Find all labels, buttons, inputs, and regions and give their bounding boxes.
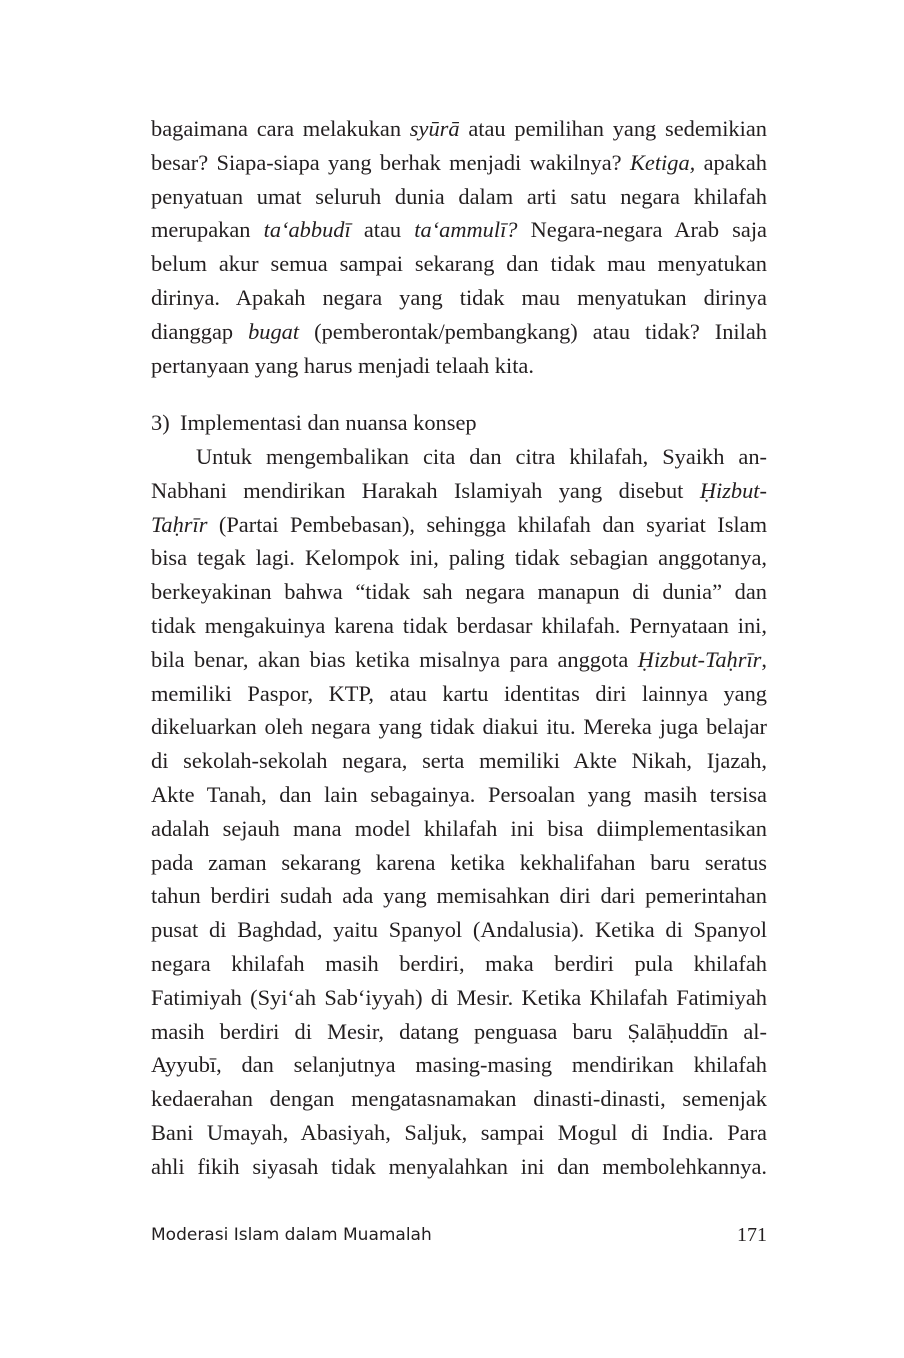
text-segment: tahun berdiri sudah ada yang memisahkan diri dari pemerintahan [151,883,767,909]
text-segment: bila benar, akan bias ketika misalnya para anggota [151,646,638,672]
italic-term: syūrā [409,116,460,141]
text-line [151,846,767,880]
text-line [151,677,767,711]
text-line [151,744,767,778]
text-line [151,474,767,508]
text-segment: di sekolah-sekolah negara, serta memiliki Akte Nikah, Ijazah, [151,748,767,774]
text-line [151,1116,767,1150]
text-line [151,541,767,575]
page-number: 171 [737,1224,767,1246]
text-line [151,112,767,146]
text-line [151,575,767,609]
text-line [151,643,767,677]
text-segment: Untuk mengembalikan cita dan citra khilafah, Syaikh an- [196,444,767,469]
text-line [151,1082,767,1116]
text-line [151,349,767,383]
text-segment: penyatuan umat seluruh dunia dalam arti satu negara khilafah [151,183,767,209]
text-segment: pada zaman sekarang karena ketika kekhalifahan baru seratus [151,849,767,875]
text-segment: dikeluarkan oleh negara yang tidak diakui itu. Mereka juga belajar [151,714,767,740]
text-segment: , [761,646,767,672]
text-segment: dirinya. Apakah negara yang tidak mau menyatukan dirinya [151,284,767,310]
paragraph-top [151,112,767,382]
text-line [151,947,767,981]
text-segment: berkeyakinan bahwa “tidak sah negara manapun di dunia” dan [151,579,767,605]
text-line [151,879,767,913]
text-segment: tidak mengakuinya karena tidak berdasar khilafah. Pernyataan ini, [151,612,767,638]
text-line [151,913,767,947]
text-line [151,247,767,281]
text-segment: Ayyubī, dan selanjutnya masing-masing mendirikan khilafah [151,1052,767,1078]
text-line [151,213,767,247]
section-title: Implementasi dan nuansa konsep [180,410,477,435]
italic-term: ta‘abbudī [263,217,351,243]
text-line [151,1048,767,1082]
text-segment: (pemberontak/pembangkang) atau tidak? Inilah [299,318,768,344]
text-line [151,812,767,846]
text-line [151,146,767,180]
italic-term: Ketiga, [629,149,696,175]
text-segment: bisa tegak lagi. Kelompok ini, paling tidak sebagian anggotanya, [151,545,767,571]
italic-term: ta‘ammulī? [414,217,518,243]
text-line [151,440,767,474]
paragraph-main [151,440,767,1184]
text-line [151,710,767,744]
text-segment: besar? Siapa-siapa yang berhak menjadi wakilnya? [151,149,630,175]
text-line [151,180,767,214]
text-segment: (Partai Pembebasan), sehingga khilafah dan syariat Islam [207,511,767,537]
section-heading-line [151,406,767,440]
text-line [151,281,767,315]
text-line [151,609,767,643]
running-footer-title: Moderasi Islam dalam Muamalah [151,1225,432,1245]
text-segment: apakah [695,149,767,175]
italic-term: Ḥizbut-Taḥrīr [637,646,762,672]
text-segment: Akte Tanah, dan lain sebagainya. Persoalan yang masih tersisa [151,781,767,807]
text-line [151,981,767,1015]
text-line [151,508,767,542]
text-segment: Fatimiyah (Syi‘ah Sab‘iyyah) di Mesir. Ketika Khilafah Fatimiyah [151,984,767,1010]
page-footer [151,1221,767,1249]
italic-term: Ḥizbut- [699,477,767,503]
text-line [151,1015,767,1049]
section-heading [151,406,767,440]
text-segment: Nabhani mendirikan Harakah Islamiyah yang disebut [151,477,700,503]
text-segment: belum akur semua sampai sekarang dan tidak mau menyatukan [151,251,767,277]
text-segment: pusat di Baghdad, yaitu Spanyol (Andalusia). Ketika di Spanyol [151,917,767,943]
text-segment: atau [350,217,415,243]
text-line [151,315,767,349]
text-segment: memiliki Paspor, KTP, atau kartu identitas diri lainnya yang [151,680,767,706]
text-segment: ahli fikih siyasah tidak menyalahkan ini dan membolehkannya. [151,1153,767,1179]
text-segment: Negara-negara Arab saja [517,217,767,243]
text-segment: dianggap [151,318,249,344]
text-segment: atau pemilihan yang sedemikian [459,116,767,141]
text-segment: adalah sejauh mana model khilafah ini bisa diimplementasikan [151,815,767,841]
italic-term: bugat [248,318,300,344]
text-segment: kedaerahan dengan mengatasnamakan dinasti-dinasti, semenjak [151,1086,767,1112]
text-segment: bagaimana cara melakukan [151,116,410,141]
text-segment: pertanyaan yang harus menjadi telaah kita. [151,352,534,378]
text-segment: Bani Umayah, Abasiyah, Saljuk, sampai Mogul di India. Para [151,1119,767,1145]
text-segment: negara khilafah masih berdiri, maka berdiri pula khilafah [151,950,767,976]
text-line [151,778,767,812]
text-segment: masih berdiri di Mesir, datang penguasa baru Ṣalāḥuddīn al- [151,1018,767,1044]
italic-term: Taḥrīr [151,511,208,537]
text-line [151,1150,767,1184]
section-number: 3) [151,410,170,435]
text-segment: merupakan [151,217,264,243]
